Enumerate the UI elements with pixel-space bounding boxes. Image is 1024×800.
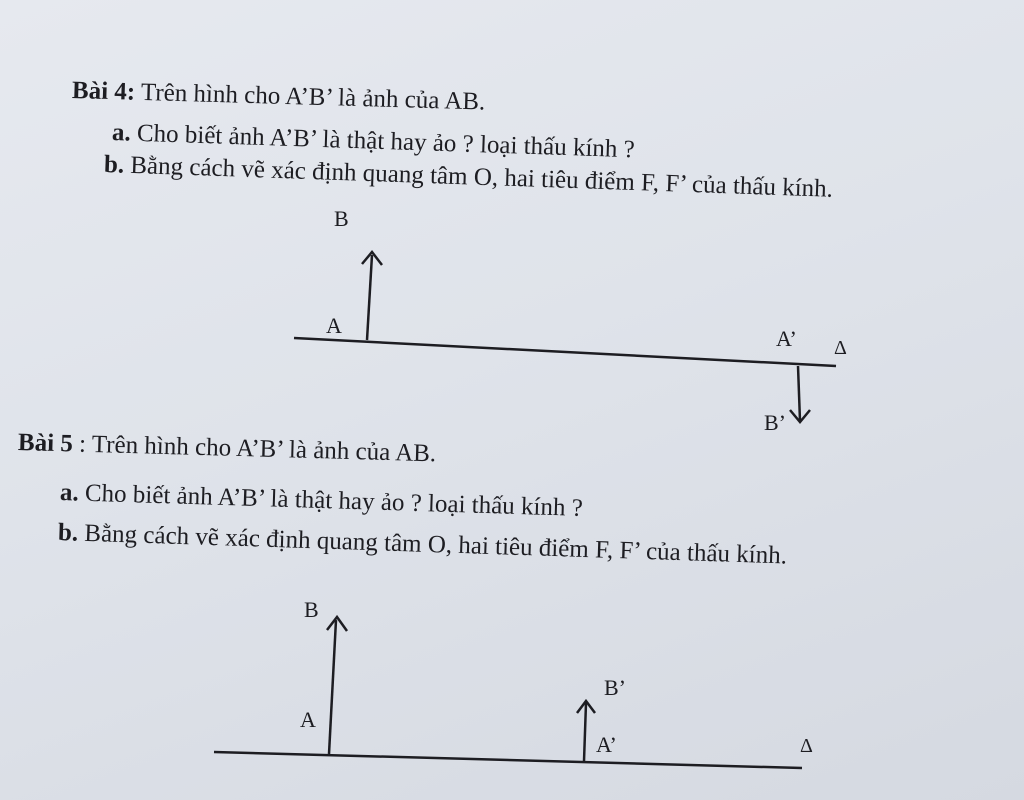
problem-5-number: Bài 5 bbox=[17, 429, 74, 458]
part-a-text: Cho biết ảnh A’B’ là thật hay ảo ? loại thấu kính ? bbox=[130, 119, 636, 164]
label-B-prime: B’ bbox=[764, 410, 786, 435]
part-b-label: b. bbox=[103, 151, 125, 179]
part-a-label: a. bbox=[111, 119, 132, 147]
label-axis-delta: Δ bbox=[800, 735, 813, 757]
part-b-text: Bằng cách vẽ xác định quang tâm O, hai tiêu điểm F, F’ của thấu kính. bbox=[77, 519, 788, 570]
label-A-prime: A’ bbox=[596, 732, 617, 757]
principal-axis bbox=[214, 752, 802, 768]
label-A-prime: A’ bbox=[776, 326, 797, 351]
part-b-label: b. bbox=[57, 519, 79, 547]
image-ab-prime-arrow bbox=[584, 703, 586, 761]
label-B: B bbox=[304, 597, 319, 622]
problem-4-number: Bài 4: bbox=[71, 77, 136, 106]
problem-4-statement: Trên hình cho A’B’ là ảnh của AB. bbox=[134, 78, 486, 116]
part-a-label: a. bbox=[59, 479, 80, 507]
part-b-text: Bằng cách vẽ xác định quang tâm O, hai tiêu điểm F, F’ của thấu kính. bbox=[123, 151, 834, 203]
label-B: B bbox=[334, 206, 349, 231]
part-a-text: Cho biết ảnh A’B’ là thật hay ảo ? loại thấu kính ? bbox=[78, 479, 584, 522]
label-B-prime: B’ bbox=[604, 675, 626, 700]
problem-5-statement: : Trên hình cho A’B’ là ảnh của AB. bbox=[72, 430, 437, 468]
label-A: A bbox=[300, 707, 316, 732]
object-ab-arrow bbox=[329, 620, 336, 754]
label-axis-delta: Δ bbox=[834, 337, 847, 359]
label-A: A bbox=[326, 313, 342, 338]
